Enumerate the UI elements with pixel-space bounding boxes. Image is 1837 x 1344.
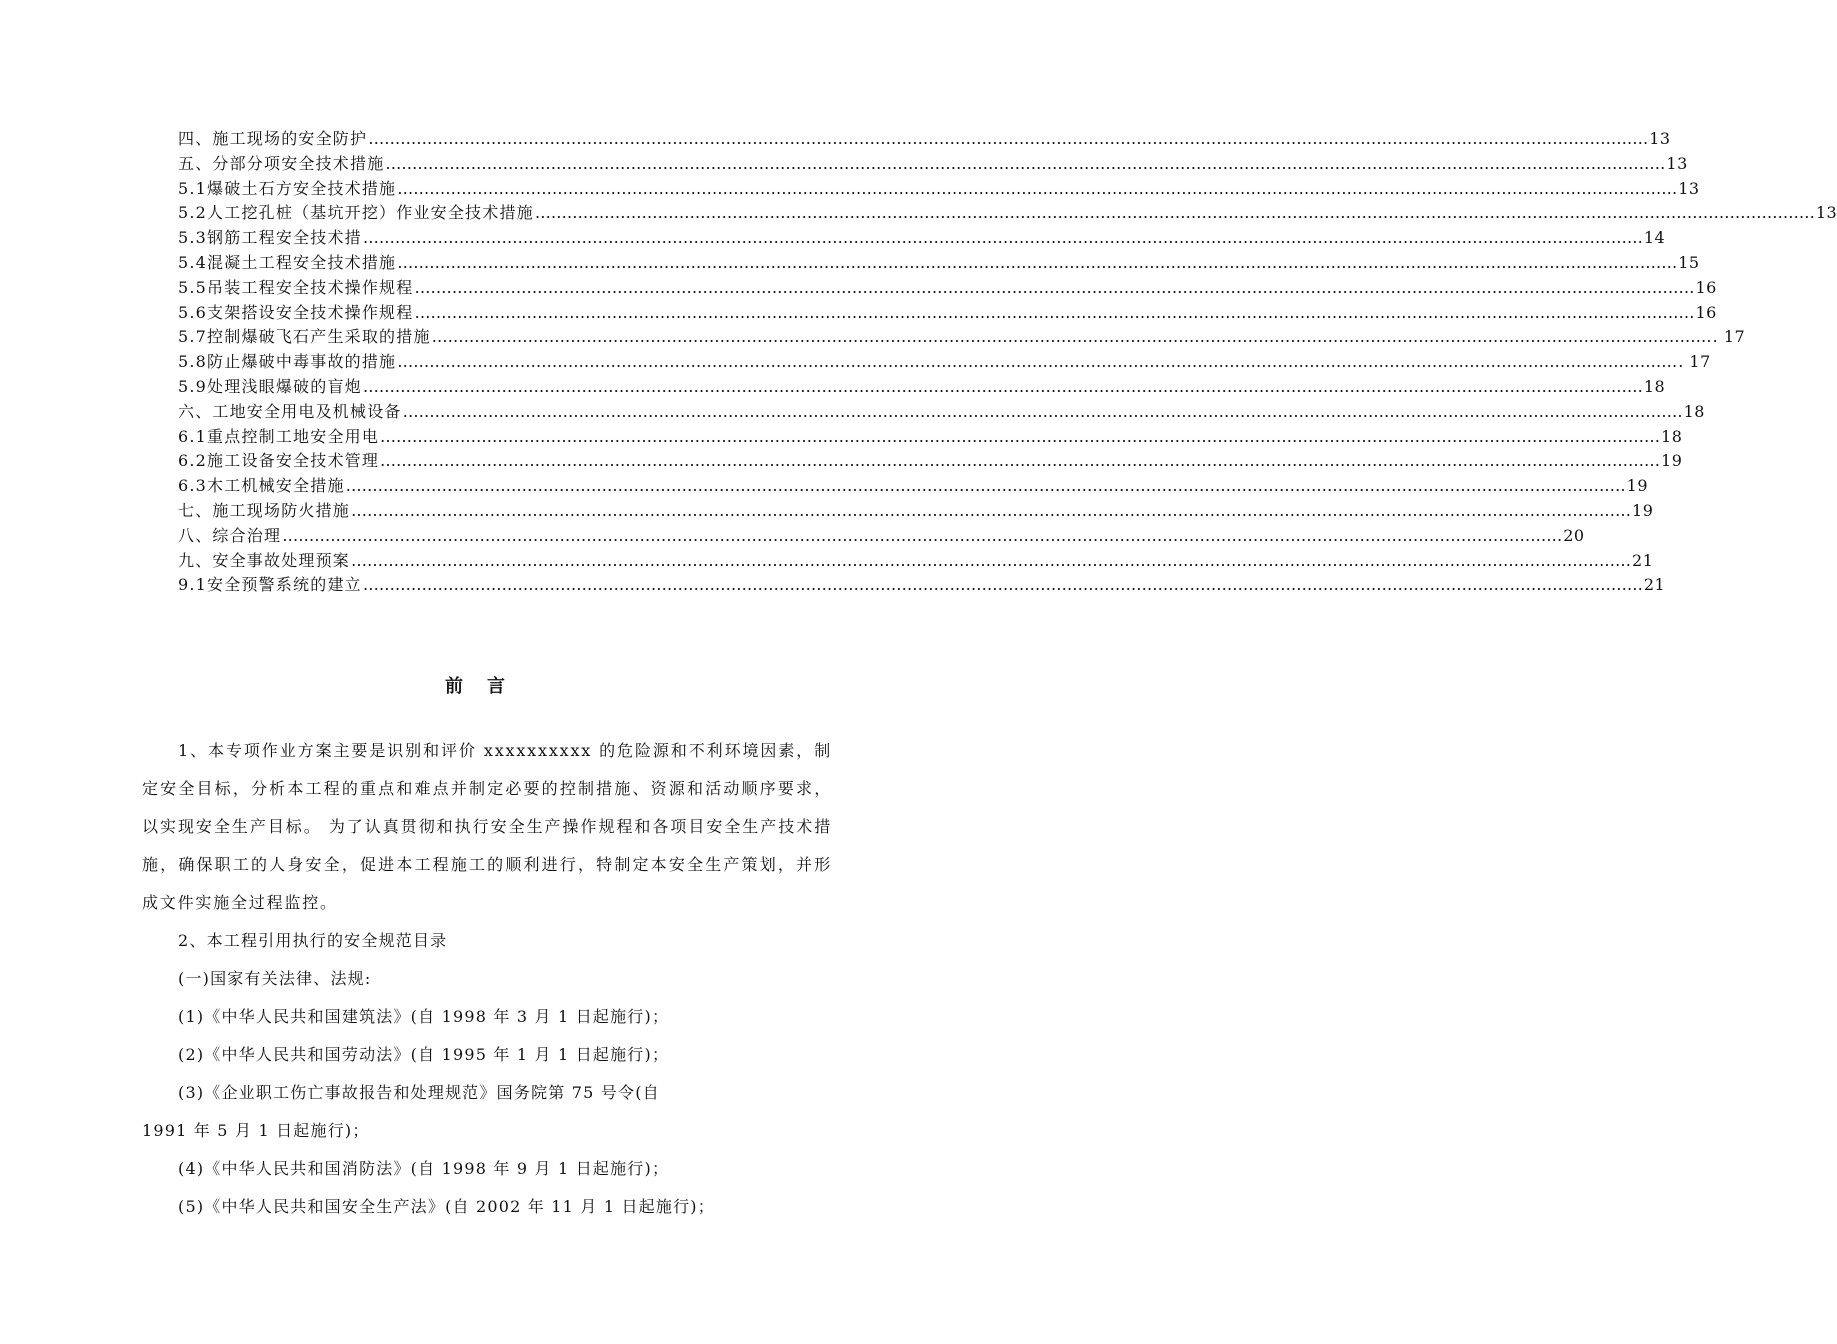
toc-leader-dots: ……………………………………………………………………………………………………………………………………………………………………………………………………………………: [397, 178, 1678, 198]
toc-entry-page: 16: [1695, 277, 1717, 297]
toc-leader-dots: ……………………………………………………………………………………………………………………………………………………………………………………………………………………: [414, 277, 1695, 297]
toc-entry-page: 18: [1683, 401, 1705, 421]
toc-leader-dots: ……………………………………………………………………………………………………………………………………………………………………………………………………………………: [362, 228, 1643, 248]
toc-leader-dots: ……………………………………………………………………………………………………………………………………………………………………………………………………………………: [351, 550, 1632, 570]
toc-entry-page: 19: [1661, 451, 1683, 471]
regulation-item: (4)《中华人民共和国消防法》(自 1998 年 9 月 1 日起施行)；: [178, 1159, 670, 1178]
toc-entry-page: 13: [1815, 203, 1837, 223]
toc-entry: [178, 225, 1666, 250]
toc-entry: [178, 250, 1700, 275]
regulation-item: (5)《中华人民共和国安全生产法》(自 2002 年 11 月 1 日起施行)；: [178, 1197, 715, 1216]
toc-entry-page: 19: [1626, 476, 1649, 496]
toc-entry-title: 6.2施工设备安全技术管理: [178, 451, 380, 471]
toc-entry-page: 13: [1649, 129, 1671, 148]
toc-leader-dots: ……………………………………………………………………………………………………………………………………………………………………………………………………………………: [397, 252, 1678, 272]
toc-leader-dots: ……………………………………………………………………………………………………………………………………………………………………………………………………………………: [402, 401, 1683, 421]
toc-entry-page: 21: [1643, 575, 1666, 595]
toc-entry: [178, 126, 1671, 151]
toc-entry-title: 5.3钢筋工程安全技术措: [178, 228, 362, 248]
toc-entry-page: 15: [1678, 252, 1700, 272]
toc-leader-dots: ……………………………………………………………………………………………………………………………………………………………………………………………………………………: [385, 153, 1666, 173]
body-text: [142, 732, 832, 1226]
toc-entry-page: 19: [1632, 500, 1654, 520]
toc-entry-title: 5.7控制爆破飞石产生采取的措施: [178, 327, 431, 347]
toc-entry-title: 6.1重点控制工地安全用电: [178, 426, 380, 446]
toc-entry-page: 13: [1678, 178, 1700, 198]
toc-entry: [178, 473, 1649, 498]
toc-entry-page: . 17: [1678, 352, 1711, 372]
toc-entry-page: 14: [1643, 228, 1666, 248]
toc-leader-dots: ……………………………………………………………………………………………………………………………………………………………………………………………………………………: [362, 575, 1643, 595]
toc-entry-title: 四、施工现场的安全防护: [178, 129, 368, 148]
toc-entry: [178, 548, 1654, 573]
toc-entry: [178, 275, 1717, 300]
toc-leader-dots: ……………………………………………………………………………………………………………………………………………………………………………………………………………………: [345, 476, 1626, 496]
toc-entry-title: 5.4混凝土工程安全技术措施: [178, 252, 397, 272]
toc-entry-title: 5.1爆破土石方安全技术措施: [178, 178, 397, 198]
toc-leader-dots: ……………………………………………………………………………………………………………………………………………………………………………………………………………………: [431, 327, 1712, 347]
toc-entry: [178, 300, 1717, 325]
table-of-contents: [178, 126, 1837, 597]
toc-entry: [178, 424, 1683, 449]
toc-entry: [178, 399, 1705, 424]
toc-entry-page: . 17: [1712, 327, 1746, 347]
toc-entry-title: 5.5吊装工程安全技术操作规程: [178, 277, 414, 297]
toc-entry-title: 六、工地安全用电及机械设备: [178, 401, 402, 421]
regulation-item: (3)《企业职工伤亡事故报告和处理规范》国务院第 75 号令(自: [178, 1083, 660, 1102]
toc-entry: [178, 324, 1746, 349]
regulation-category: (一)国家有关法律、法规:: [178, 969, 372, 988]
toc-entry-title: 五、分部分项安全技术措施: [178, 153, 385, 173]
toc-entry-page: 13: [1666, 153, 1688, 173]
toc-entry: [178, 176, 1700, 201]
toc-entry: [178, 374, 1666, 399]
toc-entry-title: 5.6支架搭设安全技术操作规程: [178, 302, 414, 322]
toc-entry-title: 5.2人工挖孔桩（基坑开挖）作业安全技术措施: [178, 203, 534, 223]
toc-entry-page: 18: [1643, 376, 1666, 396]
toc-entry-page: 18: [1661, 426, 1683, 446]
toc-entry-title: 5.9处理浅眼爆破的盲炮: [178, 376, 362, 396]
toc-entry-title: 5.8防止爆破中毒事故的措施: [178, 352, 397, 372]
toc-entry-title: 九、安全事故处理预案: [178, 550, 351, 570]
toc-entry: [178, 498, 1654, 523]
toc-entry: [178, 151, 1688, 176]
toc-entry-title: 9.1安全预警系统的建立: [178, 575, 362, 595]
toc-entry: [178, 523, 1585, 548]
toc-entry-title: 七、施工现场防火措施: [178, 500, 351, 520]
toc-entry-title: 八、综合治理: [178, 525, 282, 545]
toc-entry-title: 6.3木工机械安全措施: [178, 476, 345, 496]
toc-entry-page: 16: [1695, 302, 1717, 322]
toc-leader-dots: ……………………………………………………………………………………………………………………………………………………………………………………………………………………: [380, 451, 1661, 471]
toc-leader-dots: ……………………………………………………………………………………………………………………………………………………………………………………………………………………: [351, 500, 1632, 520]
regulation-item-continued: 1991 年 5 月 1 日起施行)；: [142, 1121, 370, 1140]
toc-leader-dots: ……………………………………………………………………………………………………………………………………………………………………………………………………………………: [414, 302, 1695, 322]
regulation-list-title: 2、本工程引用执行的安全规范目录: [178, 931, 448, 950]
toc-entry-page: 21: [1632, 550, 1654, 570]
toc-leader-dots: ……………………………………………………………………………………………………………………………………………………………………………………………………………………: [397, 352, 1678, 372]
toc-leader-dots: ……………………………………………………………………………………………………………………………………………………………………………………………………………………: [362, 376, 1643, 396]
toc-leader-dots: ……………………………………………………………………………………………………………………………………………………………………………………………………………………: [368, 129, 1649, 148]
regulation-item: (1)《中华人民共和国建筑法》(自 1998 年 3 月 1 日起施行)；: [178, 1007, 670, 1026]
toc-leader-dots: ……………………………………………………………………………………………………………………………………………………………………………………………………………………: [534, 203, 1815, 223]
intro-paragraph: 1、本专项作业方案主要是识别和评价 xxxxxxxxxx 的危险源和不利环境因素，制定安全目标，分析本工程的重点和难点并制定必要的控制措施、资源和活动顺序要求，以实现安全生产目标。 为了认真贯彻和执行安全生产操作规程和各项目安全生产技术措施，确保职工的人身安全，促进本工程施工的顺利进行，特制定本安全生产策划，并形成文件实施全过程监控。: [142, 741, 832, 912]
toc-entry: [178, 349, 1711, 374]
toc-leader-dots: ……………………………………………………………………………………………………………………………………………………………………………………………………………………: [282, 525, 1563, 545]
toc-entry-page: 20: [1563, 525, 1585, 545]
toc-entry: [178, 448, 1683, 473]
toc-entry: [178, 200, 1837, 225]
toc-leader-dots: ……………………………………………………………………………………………………………………………………………………………………………………………………………………: [380, 426, 1661, 446]
regulation-item: (2)《中华人民共和国劳动法》(自 1995 年 1 月 1 日起施行)；: [178, 1045, 670, 1064]
toc-entry: [178, 572, 1666, 597]
section-heading: 前言: [445, 676, 529, 697]
